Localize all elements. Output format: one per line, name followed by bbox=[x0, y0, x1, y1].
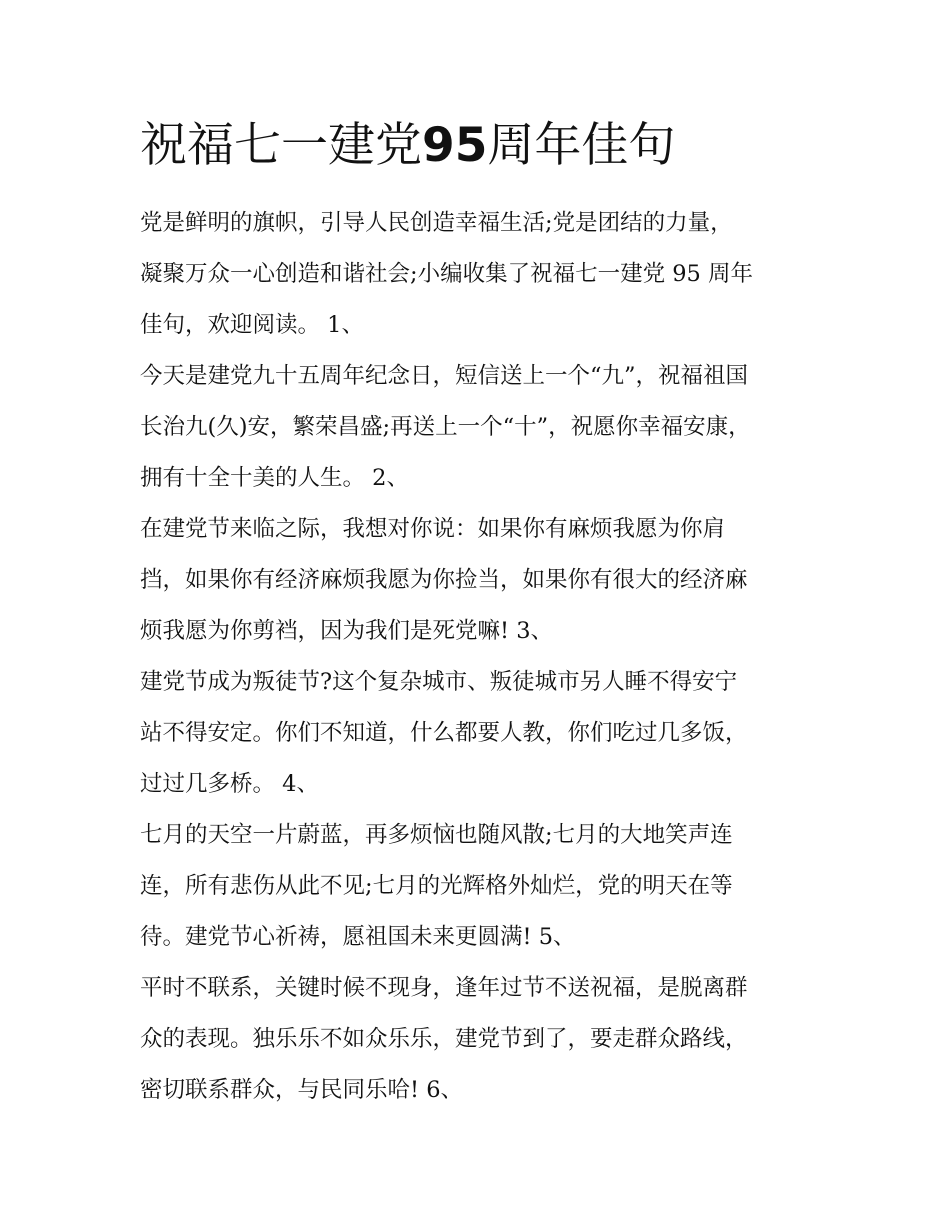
text-line: 站不得安定。你们不知道，什么都要人教，你们吃过几多饭， bbox=[140, 720, 748, 746]
title-prefix: 祝福七一建党 bbox=[140, 118, 422, 173]
text-line: 七月的天空一片蔚蓝，再多烦恼也随风散;七月的大地笑声连 bbox=[140, 822, 733, 848]
title-suffix: 周年佳句 bbox=[487, 118, 676, 173]
text-line: 待。建党节心祈祷，愿祖国未来更圆满! 5、 bbox=[140, 924, 576, 950]
page-title bbox=[140, 113, 840, 179]
title-number: 95 bbox=[422, 118, 488, 173]
text-line: 众的表现。独乐乐不如众乐乐，建党节到了，要走群众路线， bbox=[140, 1026, 748, 1052]
text-line: 建党节成为叛徒节?这个复杂城市、叛徒城市另人睡不得安宁 bbox=[140, 669, 738, 695]
document-body bbox=[140, 198, 820, 1116]
text-line: 党是鲜明的旗帜，引导人民创造幸福生活;党是团结的力量， bbox=[140, 210, 733, 236]
text-line: 长治九(久)安，繁荣昌盛;再送上一个“十”，祝愿你幸福安康， bbox=[140, 414, 751, 440]
text-line: 连，所有悲伤从此不见;七月的光辉格外灿烂，党的明天在等 bbox=[140, 873, 733, 899]
text-line: 密切联系群众，与民同乐哈! 6、 bbox=[140, 1077, 464, 1103]
text-line: 平时不联系，关键时候不现身，逢年过节不送祝福，是脱离群 bbox=[140, 975, 748, 1001]
text-line: 佳句，欢迎阅读。 1、 bbox=[140, 312, 364, 338]
text-line: 挡，如果你有经济麻烦我愿为你捡当，如果你有很大的经济麻 bbox=[140, 567, 748, 593]
text-line: 拥有十全十美的人生。 2、 bbox=[140, 465, 409, 491]
text-line: 烦我愿为你剪裆，因为我们是死党嘛! 3、 bbox=[140, 618, 554, 644]
text-line: 在建党节来临之际，我想对你说：如果你有麻烦我愿为你肩 bbox=[140, 516, 726, 542]
text-line: 过过几多桥。 4、 bbox=[140, 771, 319, 797]
text-line: 今天是建党九十五周年纪念日，短信送上一个“九”，祝福祖国 bbox=[140, 363, 749, 389]
text-line: 凝聚万众一心创造和谐社会;小编收集了祝福七一建党 95 周年 bbox=[140, 261, 754, 287]
